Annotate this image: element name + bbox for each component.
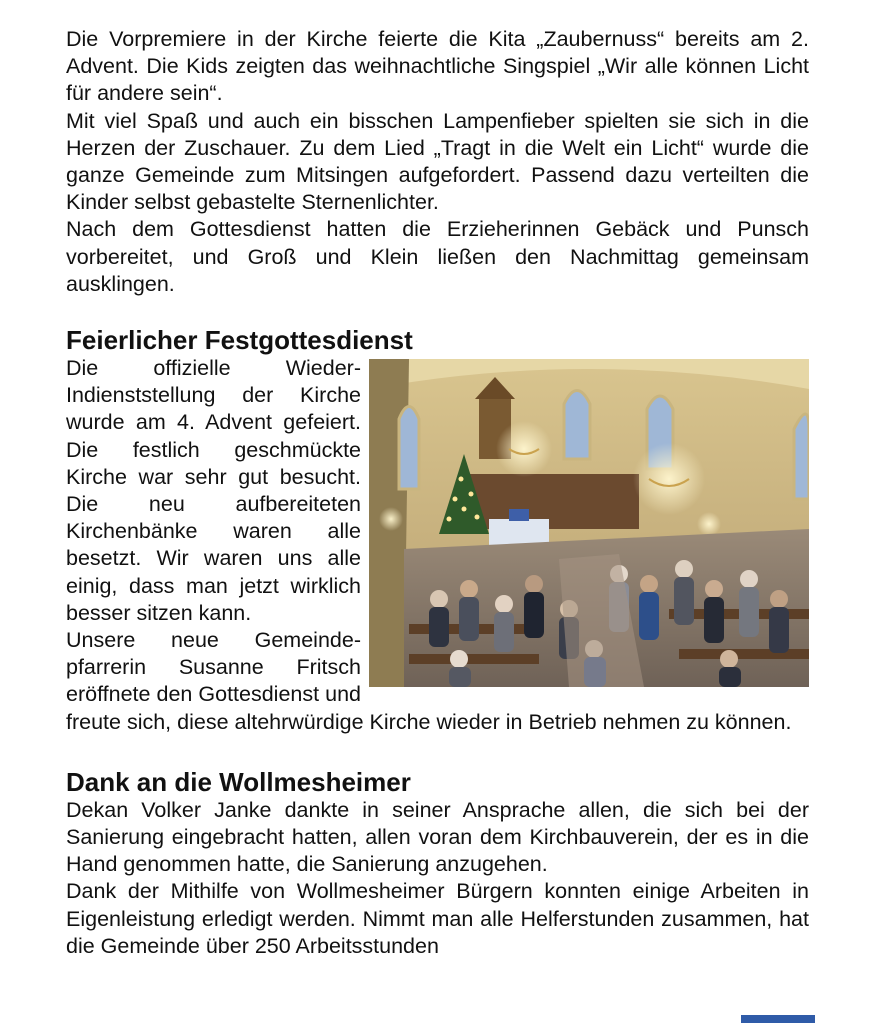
section-spacer (66, 298, 809, 325)
intro-paragraph-3: Nach dem Gottesdienst hatten die Erzieherinnen Gebäck und Punsch vorbereitet, und Groß und Klein ließen den Nachmittag gemeinsam ausklingen. (66, 217, 809, 296)
section-spacer (66, 736, 809, 763)
church-service-photo (369, 359, 809, 687)
dank-paragraph-1: Dekan Volker Janke dankte in seiner Ansprache allen, die sich bei der Sanierung eingebracht hatten, allen voran dem Kirchbauverein, der es in die Hand genommen hatte, die Sanierung anzugehen. (66, 797, 809, 877)
article-page (66, 26, 809, 960)
festgottesdienst-paragraph-2: Unsere neue Gemeindepfarrerin Susanne Fritsch eröffnete den Gottesdienst und freute sich, diese altehrwürdige Kirche wieder in Betrieb nehmen zu können. (66, 628, 792, 734)
section-heading-festgottesdienst: Feierlicher Festgottesdienst (66, 325, 413, 356)
intro-paragraph-2: Mit viel Spaß und auch ein bisschen Lampenfieber spielten sie sich in die Herzen der Zuschauer. Zu dem Lied „Tragt in die Welt ein Licht“ wurde die ganze Gemeinde zum Mitsingen aufgefordert. Passend dazu verteilten die Kinder selbst gebastelte Sternenlichter. (66, 108, 809, 215)
page-corner-mark (741, 1015, 815, 1023)
church-interior-illustration (369, 359, 809, 687)
section-festgottesdienst-body (66, 355, 809, 736)
dank-paragraph-2: Dank der Mithilfe von Wollmesheimer Bürgern konnten einige Arbeiten in Eigenleistung erledigt werden. Nimmt man alle Helferstunden zusammen, hat die Gemeinde über 250 Arbeitsstunden (66, 879, 809, 958)
festgottesdienst-paragraph-1: Die offizielle Wieder-Indienststellung der Kirche wurde am 4. Advent gefeiert. Die festlich geschmückte Kirche war sehr gut besucht. Die neu aufbereiteten Kirchenbänke waren alle besetzt. Wir waren uns alle einig, dass man jetzt wirklich besser sitzen kann. (66, 356, 361, 625)
intro-paragraph-1: Die Vorpremiere in der Kirche feierte die Kita „Zaubernuss“ bereits am 2. Advent. Die Kids zeigten das weihnachtliche Singspiel „Wir alle können Licht für andere sein“. (66, 27, 809, 106)
section-heading-dank: Dank an die Wollmesheimer (66, 766, 411, 797)
